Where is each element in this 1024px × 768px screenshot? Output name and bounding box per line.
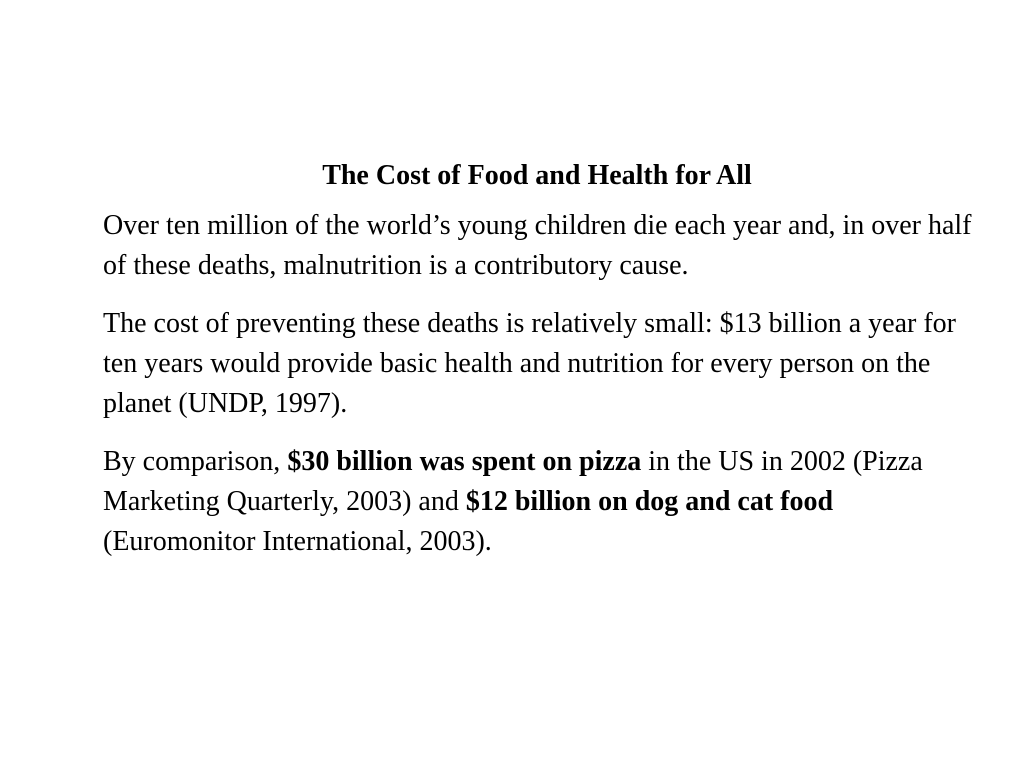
pizza-spending-highlight: $30 billion was spent on pizza (287, 446, 642, 477)
slide-content (103, 156, 973, 580)
paragraph-comparison (103, 442, 973, 562)
pet-food-spending-highlight: $12 billion on dog and cat food (465, 486, 834, 517)
slide-title: The Cost of Food and Health for All (322, 160, 752, 191)
comparison-text-3: (Euromonitor International, 2003). (103, 526, 492, 557)
paragraph-malnutrition: Over ten million of the world’s young children die each year and, in over half of these deaths, malnutrition is a contributory cause. (103, 210, 972, 281)
paragraph-prevention-cost: The cost of preventing these deaths is relatively small: $13 billion a year for ten years would provide basic health and nutrition for every person on the planet (UNDP, 1997). (103, 308, 956, 419)
comparison-text-2: in the US in 2002 (Pizza Marketing Quarterly, 2003) and (103, 446, 923, 517)
comparison-text-1: By comparison, (103, 446, 288, 477)
